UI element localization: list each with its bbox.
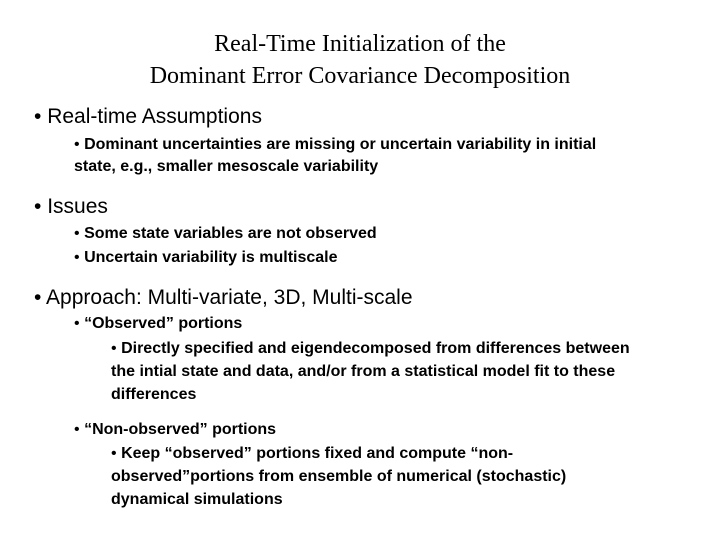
bullet-icon: •	[34, 286, 42, 309]
non-observed-detail-line-2: observed”portions from ensemble of numerical (stochastic)	[111, 468, 567, 485]
issue-text: Some state variables are not observed	[84, 225, 377, 242]
section-heading-text: Approach: Multi-variate, 3D, Multi-scale	[46, 286, 413, 309]
assumption-line-1: Dominant uncertainties are missing or uncertain variability in initial	[84, 136, 597, 153]
bullet-icon: •	[34, 195, 42, 218]
bullet-icon: •	[74, 421, 80, 438]
title-line-2: Dominant Error Covariance Decomposition	[149, 63, 571, 89]
bullet-icon: •	[74, 136, 80, 153]
non-observed-detail	[111, 442, 566, 511]
slide-title	[0, 28, 720, 92]
bullet-icon: •	[34, 105, 42, 128]
section-heading-text: Issues	[47, 195, 108, 218]
observed-detail	[111, 337, 630, 406]
non-observed-detail-line-1: Keep “observed” portions fixed and compute “non-	[121, 445, 514, 462]
issue-text: Uncertain variability is multiscale	[84, 249, 338, 266]
bullet-icon: •	[74, 315, 80, 332]
bullet-icon: •	[74, 225, 80, 242]
approach-item-text: “Non-observed” portions	[84, 421, 277, 438]
issue-item	[74, 247, 338, 269]
approach-item-non-observed	[74, 419, 276, 441]
section-heading-text: Real-time Assumptions	[47, 105, 262, 128]
observed-detail-line-3: differences	[111, 386, 197, 403]
observed-detail-line-2: the intial state and data, and/or from a statistical model fit to these	[111, 363, 616, 380]
title-line-1: Real-Time Initialization of the	[214, 31, 506, 57]
section-heading-approach	[34, 285, 413, 311]
bullet-icon: •	[111, 445, 117, 462]
approach-item-text: “Observed” portions	[84, 315, 243, 332]
section-heading-assumptions	[34, 104, 262, 130]
bullet-icon: •	[74, 249, 80, 266]
non-observed-detail-line-3: dynamical simulations	[111, 491, 283, 508]
observed-detail-line-1: Directly specified and eigendecomposed from differences between	[121, 340, 630, 357]
assumption-item	[74, 134, 596, 178]
section-heading-issues	[34, 194, 108, 220]
issue-item	[74, 223, 377, 245]
approach-item-observed	[74, 313, 242, 335]
bullet-icon: •	[111, 340, 117, 357]
assumption-line-2: state, e.g., smaller mesoscale variability	[74, 158, 379, 175]
